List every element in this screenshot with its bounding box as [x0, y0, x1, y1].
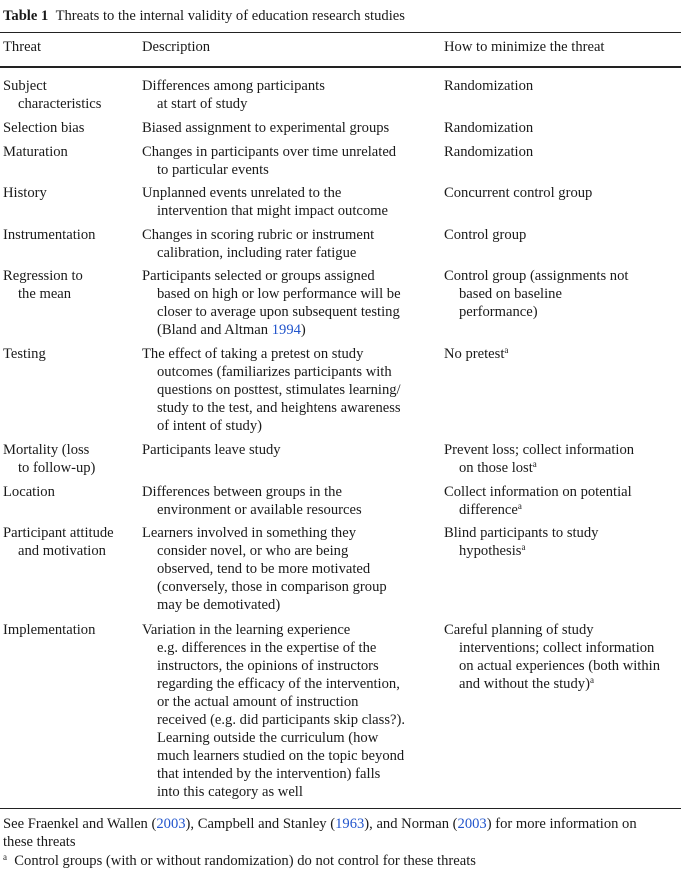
- citation-year[interactable]: 1994: [271, 322, 301, 338]
- minimize-cell: [444, 621, 683, 693]
- minimize-cell-line: Prevent loss; collect information: [444, 442, 635, 458]
- description-cell: [142, 226, 438, 262]
- minimize-cell: [444, 119, 683, 137]
- description-cell-line: observed, tend to be more motivated: [157, 561, 371, 577]
- minimize-cell: [444, 184, 683, 202]
- threat-cell-line: and motivation: [18, 543, 106, 559]
- threat-cell: [3, 184, 135, 202]
- bottom-rule: [0, 808, 681, 809]
- threat-cell-line: Selection bias: [3, 120, 85, 136]
- description-cell: [142, 119, 438, 137]
- description-cell-line: regarding the efficacy of the intervention,: [157, 676, 400, 692]
- description-cell-line: to particular events: [157, 162, 269, 178]
- threat-cell-line: characteristics: [18, 96, 102, 112]
- threat-cell: [3, 524, 135, 560]
- description-cell-line: The effect of taking a pretest on study: [142, 346, 364, 362]
- minimize-cell-line: interventions; collect information: [459, 640, 655, 656]
- references-line: these threats: [3, 834, 76, 850]
- minimize-cell-line: Randomization: [444, 144, 534, 160]
- references-line: See Fraenkel and Wallen (2003), Campbell and Stanley (1963), and Norman (2003) for more information on: [3, 816, 637, 832]
- description-cell-line: or the actual amount of instruction: [157, 694, 359, 710]
- footnote-ref[interactable]: a: [521, 542, 526, 552]
- description-cell-line: consider novel, or who are being: [157, 543, 349, 559]
- minimize-cell-line: Careful planning of study: [444, 622, 594, 638]
- description-cell-line: at start of study: [157, 96, 248, 112]
- description-cell-line: (conversely, those in comparison group: [157, 579, 387, 595]
- minimize-cell-line: performance): [459, 304, 538, 320]
- description-cell-line: Unplanned events unrelated to the: [142, 185, 342, 201]
- minimize-cell-line: on those lost$^a$: [459, 459, 537, 476]
- minimize-cell: [444, 143, 683, 161]
- footnote-ref[interactable]: a: [589, 675, 594, 685]
- description-cell-line: (Bland and Altman 1994): [157, 322, 306, 338]
- description-cell: [142, 267, 438, 339]
- description-cell-line: may be demotivated): [157, 597, 281, 613]
- threat-cell-line: the mean: [18, 286, 72, 302]
- description-cell-line: Changes in participants over time unrelated: [142, 144, 397, 160]
- description-cell: [142, 621, 438, 801]
- footnote-text: Control groups (with or without randomization) do not control for these threats: [14, 853, 476, 869]
- threat-cell: [3, 226, 135, 244]
- description-cell: [142, 483, 438, 519]
- references-note: [3, 815, 683, 851]
- description-cell-line: e.g. differences in the expertise of the: [157, 640, 377, 656]
- minimize-cell: [444, 483, 683, 519]
- description-cell-line: closer to average upon subsequent testing: [157, 304, 400, 320]
- minimize-cell: [444, 441, 683, 477]
- footnote-marker: a: [3, 852, 7, 862]
- citation-year[interactable]: 2003: [156, 816, 186, 832]
- threat-cell-line: Regression to: [3, 268, 83, 284]
- description-cell: [142, 184, 438, 220]
- threat-cell-line: Participant attitude: [3, 525, 114, 541]
- description-cell-line: Changes in scoring rubric or instrument: [142, 227, 375, 243]
- minimize-cell-line: Collect information on potential: [444, 484, 632, 500]
- description-cell-line: Differences between groups in the: [142, 484, 342, 500]
- minimize-cell-line: on actual experiences (both within: [459, 658, 660, 674]
- threat-cell: [3, 621, 135, 639]
- header-minimize: How to minimize the threat: [444, 39, 605, 55]
- minimize-cell: [444, 267, 683, 321]
- threat-cell: [3, 119, 135, 137]
- minimize-cell-line: No pretest$^a$: [444, 345, 509, 362]
- minimize-cell-line: based on baseline: [459, 286, 562, 302]
- description-cell-line: intervention that might impact outcome: [157, 203, 389, 219]
- top-rule: [0, 32, 681, 33]
- threat-cell-line: Testing: [3, 346, 46, 362]
- description-cell-line: Participants leave study: [142, 442, 281, 458]
- minimize-cell: [444, 77, 683, 95]
- description-cell-line: questions on posttest, stimulates learning/: [157, 382, 401, 398]
- header-threat: Threat: [3, 39, 42, 55]
- description-cell-line: based on high or low performance will be: [157, 286, 401, 302]
- minimize-cell-line: Control group (assignments not: [444, 268, 629, 284]
- description-cell-line: that intended by the intervention) falls: [157, 766, 381, 782]
- citation-year[interactable]: 1963: [335, 816, 365, 832]
- description-cell-line: Learners involved in something they: [142, 525, 356, 541]
- threat-cell-line: Location: [3, 484, 55, 500]
- description-cell-line: instructors, the opinions of instructors: [157, 658, 379, 674]
- threat-cell-line: Subject: [3, 78, 47, 94]
- threat-cell-line: Maturation: [3, 144, 68, 160]
- description-cell-line: Variation in the learning experience: [142, 622, 351, 638]
- threat-cell: [3, 483, 135, 501]
- threat-cell-line: Mortality (loss: [3, 442, 90, 458]
- description-cell: [142, 345, 438, 435]
- citation-year[interactable]: 2003: [457, 816, 487, 832]
- threat-cell: [3, 345, 135, 363]
- description-cell: [142, 143, 438, 179]
- minimize-cell-line: Randomization: [444, 78, 534, 94]
- footnote-ref[interactable]: a: [532, 459, 537, 469]
- minimize-cell-line: Control group: [444, 227, 527, 243]
- description-cell-line: study to the test, and heightens awareness: [157, 400, 401, 416]
- threat-cell-line: History: [3, 185, 47, 201]
- description-cell: [142, 524, 438, 614]
- footnote-a: [3, 852, 683, 870]
- description-cell-line: calibration, including rater fatigue: [157, 245, 357, 261]
- threat-cell-line: Instrumentation: [3, 227, 96, 243]
- description-cell-line: Participants selected or groups assigned: [142, 268, 375, 284]
- description-cell-line: received (e.g. did participants skip class?).: [157, 712, 406, 728]
- header-rule: [0, 66, 681, 68]
- table-number: Table 1: [3, 8, 49, 24]
- description-cell-line: Differences among participants: [142, 78, 325, 94]
- description-cell-line: outcomes (familiarizes participants with: [157, 364, 392, 380]
- description-cell-line: Biased assignment to experimental groups: [142, 120, 390, 136]
- threat-cell: [3, 143, 135, 161]
- minimize-cell-line: hypothesis$^a$: [459, 542, 526, 559]
- table-title: Threats to the internal validity of education research studies: [55, 8, 405, 24]
- threat-cell-line: Implementation: [3, 622, 96, 638]
- threat-cell: [3, 77, 135, 113]
- threat-cell: [3, 267, 135, 303]
- minimize-cell-line: difference$^a$: [459, 501, 522, 518]
- minimize-cell-line: Blind participants to study: [444, 525, 599, 541]
- header-description: Description: [142, 39, 211, 55]
- description-cell-line: environment or available resources: [157, 502, 362, 518]
- minimize-cell: [444, 226, 683, 244]
- description-cell-line: into this category as well: [157, 784, 303, 800]
- minimize-cell: [444, 524, 683, 560]
- minimize-cell: [444, 345, 683, 363]
- threat-cell-line: to follow-up): [18, 460, 96, 476]
- footnote-ref[interactable]: a: [504, 345, 509, 355]
- threat-cell: [3, 441, 135, 477]
- footnote-ref[interactable]: a: [517, 501, 522, 511]
- minimize-cell-line: Concurrent control group: [444, 185, 593, 201]
- description-cell-line: much learners studied on the topic beyond: [157, 748, 405, 764]
- description-cell: [142, 77, 438, 113]
- table-caption: [3, 7, 405, 25]
- description-cell: [142, 441, 438, 459]
- description-cell-line: of intent of study): [157, 418, 262, 434]
- description-cell-line: Learning outside the curriculum (how: [157, 730, 379, 746]
- minimize-cell-line: and without the study)$^a$: [459, 675, 594, 692]
- minimize-cell-line: Randomization: [444, 120, 534, 136]
